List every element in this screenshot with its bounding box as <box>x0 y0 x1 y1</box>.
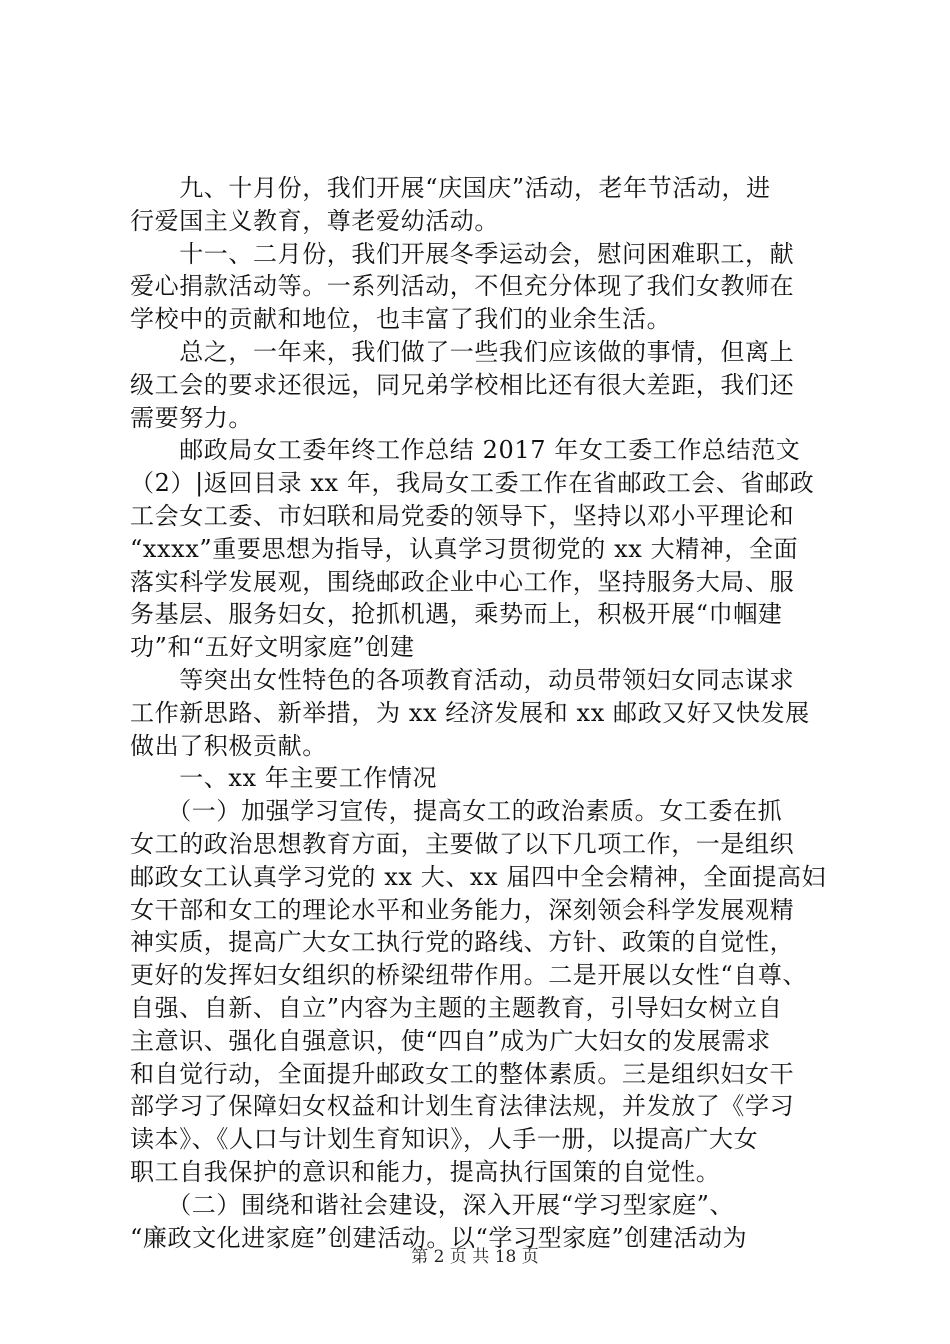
text-line: 部学习了保障妇女权益和计划生育法律法规，并发放了《学习 <box>130 1092 795 1121</box>
text-line: 邮政女工认真学习党的 xx 大、xx 届四中全会精神，全面提高妇 <box>130 862 827 891</box>
text-line: （一）加强学习宣传，提高女工的政治素质。女工委在抓 <box>130 797 783 826</box>
text-line: 落实科学发展观，围绕邮政企业中心工作，坚持服务大局、服 <box>130 567 795 596</box>
text-line: 一、xx 年主要工作情况 <box>130 764 438 793</box>
text-line: （2）|返回目录 xx 年，我局女工委工作在省邮政工会、省邮政 <box>130 469 815 498</box>
text-line: 职工自我保护的意识和能力，提高执行国策的自觉性。 <box>130 1157 721 1186</box>
text-line: 十一、二月份，我们开展冬季运动会，慰问困难职工，献 <box>130 239 795 268</box>
text-line: “xxxx”重要思想为指导，认真学习贯彻党的 xx 大精神，全面 <box>130 534 799 563</box>
text-line: 需要努力。 <box>130 403 253 432</box>
text-line: 主意识、强化自强意识，使“四自”成为广大妇女的发展需求 <box>130 1026 771 1055</box>
text-line: 读本》、《人口与计划生育知识》，人手一册，以提高广大女 <box>130 1125 759 1154</box>
text-line: 工会女工委、市妇联和局党委的领导下，坚持以邓小平理论和 <box>130 501 795 530</box>
text-line: 务基层、服务妇女，抢抓机遇，乘势而上，积极开展“巾帼建 <box>130 600 783 629</box>
text-line: 更好的发挥妇女组织的桥梁纽带作用。二是开展以女性“自尊、 <box>130 961 808 990</box>
text-line: 学校中的贡献和地位，也丰富了我们的业余生活。 <box>130 305 672 334</box>
text-line: 九、十月份，我们开展“庆国庆”活动，老年节活动，进 <box>130 174 771 202</box>
text-line: 功”和“五好文明家庭”创建 <box>130 633 415 662</box>
text-line: 等突出女性特色的各项教育活动，动员带领妇女同志谋求 <box>130 665 795 694</box>
text-line: 做出了积极贡献。 <box>130 731 327 760</box>
text-line: 爱心捐款活动等。一系列活动，不但充分体现了我们女教师在 <box>130 272 795 301</box>
text-line: 女工的政治思想教育方面，主要做了以下几项工作，一是组织 <box>130 829 795 858</box>
text-line: 总之，一年来，我们做了一些我们应该做的事情，但离上 <box>130 337 795 366</box>
text-line: （二）围绕和谐社会建设，深入开展“学习型家庭”、 <box>130 1190 735 1219</box>
text-line: 邮政局女工委年终工作总结 2017 年女工委工作总结范文 <box>130 436 801 465</box>
text-line: 行爱国主义教育，尊老爱幼活动。 <box>130 206 499 235</box>
text-line: 级工会的要求还很远，同兄弟学校相比还有很大差距，我们还 <box>130 370 795 399</box>
text-line: 女干部和女工的理论水平和业务能力，深刻领会科学发展观精 <box>130 895 795 924</box>
text-line: 工作新思路、新举措，为 xx 经济发展和 xx 邮政又好又快发展 <box>130 698 810 727</box>
text-line: 和自觉行动，全面提升邮政女工的整体素质。三是组织妇女干 <box>130 1059 795 1088</box>
text-line: 自强、自新、自立”内容为主题的主题教育，引导妇女树立自 <box>130 993 783 1022</box>
text-line: 神实质，提高广大女工执行党的路线、方针、政策的自觉性， <box>130 928 795 957</box>
text-line: “廉政文化进家庭”创建活动。以“学习型家庭”创建活动为 <box>130 1223 748 1252</box>
document-body <box>130 172 842 1254</box>
page-footer: 第 2 页 共 18 页 <box>411 1247 539 1267</box>
